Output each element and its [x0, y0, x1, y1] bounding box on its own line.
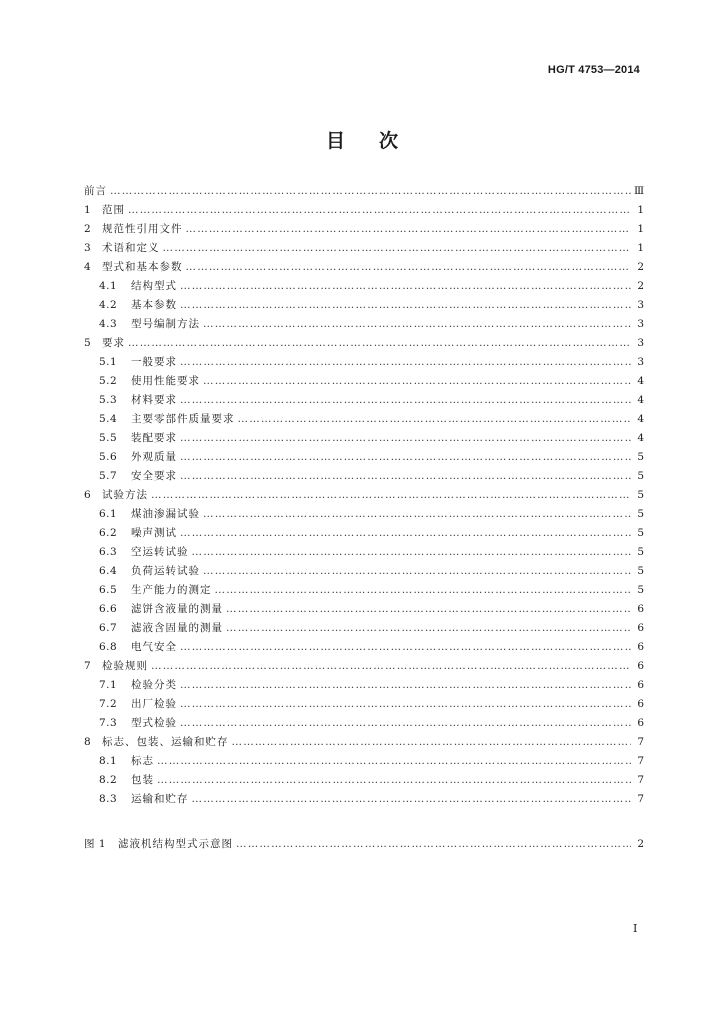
dot-leader — [180, 356, 631, 368]
toc-entry-title: 生产能力的测定 — [131, 584, 212, 596]
toc-entry[interactable] — [84, 836, 644, 855]
toc-entry-number: 7 — [84, 660, 92, 672]
toc-entry-page: 6 — [637, 698, 644, 710]
toc-entry-number: 6.8 — [99, 641, 118, 653]
toc-entry-number: 4 — [84, 261, 92, 273]
dot-leader — [192, 546, 632, 558]
toc-entry[interactable] — [84, 582, 644, 601]
toc-entry-number: 5.7 — [99, 470, 118, 482]
toc-entry[interactable] — [84, 240, 644, 259]
toc-entry-number: 图 1 — [84, 838, 107, 850]
toc-entry[interactable] — [84, 468, 644, 487]
dot-leader — [110, 185, 631, 197]
toc-entry-number: 8.1 — [99, 755, 118, 767]
toc-entry-number: 4.2 — [99, 299, 118, 311]
toc-entry[interactable] — [84, 791, 644, 810]
toc-entry[interactable] — [84, 449, 644, 468]
dot-leader — [180, 299, 631, 311]
toc-entry-page: 5 — [637, 508, 644, 520]
toc-entry[interactable] — [84, 620, 644, 639]
toc-entry-title: 标志、包装、运输和贮存 — [102, 736, 229, 748]
toc-entry-title: 出厂检验 — [131, 698, 177, 710]
toc-entry-title: 滤饼含液量的测量 — [131, 603, 223, 615]
toc-entry-title: 运输和贮存 — [131, 793, 189, 805]
toc-entry-page: Ⅲ — [634, 185, 645, 197]
toc-entry[interactable] — [84, 658, 644, 677]
toc-entry-title: 要求 — [102, 337, 125, 349]
dot-leader — [238, 413, 632, 425]
toc-entry-page: 7 — [637, 793, 644, 805]
toc-entry[interactable] — [84, 297, 644, 316]
toc-entry[interactable] — [84, 278, 644, 297]
toc-entry-number: 8.3 — [99, 793, 118, 805]
toc-entry-page: 3 — [637, 318, 644, 330]
toc-entry-title: 空运转试验 — [131, 546, 189, 558]
toc-entry-page: 5 — [637, 451, 644, 463]
toc-entry-number: 6.5 — [99, 584, 118, 596]
toc-entry-title: 装配要求 — [131, 432, 177, 444]
dot-leader — [226, 603, 631, 615]
dot-leader — [180, 280, 631, 292]
toc-entry-number: 6.1 — [99, 508, 118, 520]
toc-entry-number: 7.1 — [99, 679, 118, 691]
dot-leader — [180, 527, 631, 539]
toc-entry-page: 3 — [637, 337, 644, 349]
toc-entry[interactable] — [84, 696, 644, 715]
toc-entry-title: 型号编制方法 — [131, 318, 200, 330]
toc-entry-title: 规范性引用文件 — [102, 223, 183, 235]
toc-entry[interactable] — [84, 544, 644, 563]
toc-entry-page: 1 — [637, 204, 644, 216]
dot-leader — [203, 318, 631, 330]
toc-entry[interactable] — [84, 563, 644, 582]
toc-entry-page: 4 — [637, 375, 644, 387]
dot-leader — [163, 242, 632, 254]
dot-leader — [151, 489, 631, 501]
toc-entry-title: 噪声测试 — [131, 527, 177, 539]
toc-entry-number: 5 — [84, 337, 92, 349]
dot-leader — [128, 337, 631, 349]
toc-entry[interactable] — [84, 259, 644, 278]
toc-entry-page: 7 — [637, 774, 644, 786]
toc-entry-number: 7.2 — [99, 698, 118, 710]
dot-leader — [203, 508, 631, 520]
toc-entry-page: 6 — [637, 603, 644, 615]
toc-entry-title: 标志 — [131, 755, 154, 767]
toc-entry[interactable] — [84, 506, 644, 525]
toc-entry-title: 试验方法 — [102, 489, 148, 501]
toc-entry-page: 1 — [637, 223, 644, 235]
page-number: Ⅰ — [633, 922, 638, 935]
toc-entry-page: 3 — [637, 299, 644, 311]
toc-entry[interactable] — [84, 373, 644, 392]
toc-entry-page: 6 — [637, 641, 644, 653]
toc-entry-page: 6 — [637, 679, 644, 691]
title-part-2: 次 — [379, 130, 399, 152]
toc-entry-number: 4.3 — [99, 318, 118, 330]
toc-entry[interactable] — [84, 639, 644, 658]
toc-entry[interactable] — [84, 525, 644, 544]
toc-entry-title: 电气安全 — [131, 641, 177, 653]
toc-entry-page: 6 — [637, 622, 644, 634]
toc-entry-title: 范围 — [102, 204, 125, 216]
toc-entry-number: 5.6 — [99, 451, 118, 463]
toc-entry-title: 基本参数 — [131, 299, 177, 311]
toc-entry[interactable] — [84, 677, 644, 696]
dot-leader — [157, 755, 631, 767]
dot-leader — [180, 394, 631, 406]
page-title — [0, 126, 724, 153]
toc-entry-title: 滤液含固量的测量 — [131, 622, 223, 634]
toc-entry[interactable] — [84, 183, 644, 202]
dot-leader — [180, 717, 631, 729]
toc-entry[interactable] — [84, 715, 644, 734]
toc-entry-title: 煤油渗漏试验 — [131, 508, 200, 520]
toc-entry-title: 主要零部件质量要求 — [131, 413, 235, 425]
toc-entry-page: 5 — [637, 546, 644, 558]
toc-entry-title: 术语和定义 — [102, 242, 160, 254]
toc-entry-title: 材料要求 — [131, 394, 177, 406]
dot-leader — [215, 584, 632, 596]
toc-entry-title: 型式和基本参数 — [102, 261, 183, 273]
dot-leader — [203, 565, 631, 577]
toc-entry-page: 2 — [637, 261, 644, 273]
dot-leader — [186, 223, 632, 235]
toc-entry-title: 滤液机结构型式示意图 — [118, 838, 233, 850]
toc-entry[interactable] — [84, 411, 644, 430]
toc-entry-page: 4 — [637, 432, 644, 444]
toc-entry-title: 型式检验 — [131, 717, 177, 729]
toc-entry[interactable] — [84, 392, 644, 411]
dot-leader — [180, 432, 631, 444]
toc-entry-number: 1 — [84, 204, 92, 216]
toc-entry-title: 外观质量 — [131, 451, 177, 463]
toc-entry-page: 4 — [637, 413, 644, 425]
toc-entry[interactable] — [84, 487, 644, 506]
toc-entry[interactable] — [84, 221, 644, 240]
toc-entry-title: 使用性能要求 — [131, 375, 200, 387]
toc-entry-page: 2 — [637, 280, 644, 292]
toc-entry-page: 4 — [637, 394, 644, 406]
dot-leader — [180, 679, 631, 691]
toc-entry-page: 5 — [637, 565, 644, 577]
toc-entry-number: 2 — [84, 223, 92, 235]
toc-entry-number: 5.1 — [99, 356, 118, 368]
table-of-contents — [84, 183, 644, 855]
toc-entry-page: 7 — [637, 736, 644, 748]
toc-entry-page: 5 — [637, 584, 644, 596]
dot-leader — [186, 261, 632, 273]
dot-leader — [203, 375, 631, 387]
dot-leader — [151, 660, 631, 672]
toc-entry-number: 5.4 — [99, 413, 118, 425]
title-part-1: 目 — [325, 130, 345, 152]
toc-entry-title: 负荷运转试验 — [131, 565, 200, 577]
toc-entry-page: 5 — [637, 489, 644, 501]
toc-entry-number: 6.4 — [99, 565, 118, 577]
toc-entry-number: 6.6 — [99, 603, 118, 615]
toc-entry[interactable] — [84, 430, 644, 449]
toc-entry-title: 包装 — [131, 774, 154, 786]
toc-entry-number: 6 — [84, 489, 92, 501]
dot-leader — [180, 451, 631, 463]
toc-entry-number: 3 — [84, 242, 92, 254]
toc-entry-number: 6.3 — [99, 546, 118, 558]
dot-leader — [180, 698, 631, 710]
toc-entry-title: 检验分类 — [131, 679, 177, 691]
toc-entry-page: 7 — [637, 755, 644, 767]
toc-entry[interactable] — [84, 316, 644, 335]
toc-entry-page: 6 — [637, 660, 644, 672]
dot-leader — [157, 774, 631, 786]
toc-entry-number: 4.1 — [99, 280, 118, 292]
toc-entry-number: 8 — [84, 736, 92, 748]
dot-leader — [128, 204, 631, 216]
toc-entry-number: 5.3 — [99, 394, 118, 406]
toc-entry[interactable] — [84, 772, 644, 791]
toc-entry-title: 前言 — [84, 185, 107, 197]
toc-entry-title: 一般要求 — [131, 356, 177, 368]
toc-entry-page: 3 — [637, 356, 644, 368]
toc-entry-page: 5 — [637, 470, 644, 482]
toc-entry-page: 2 — [637, 838, 644, 850]
toc-entry[interactable] — [84, 335, 644, 354]
toc-entry-number: 7.3 — [99, 717, 118, 729]
dot-leader — [232, 736, 632, 748]
standard-code: HG/T 4753—2014 — [547, 64, 640, 76]
dot-leader — [236, 838, 631, 850]
toc-entry-number: 5.5 — [99, 432, 118, 444]
toc-entry-number: 6.7 — [99, 622, 118, 634]
toc-entry-number: 6.2 — [99, 527, 118, 539]
dot-leader — [180, 470, 631, 482]
toc-entry-page: 5 — [637, 527, 644, 539]
toc-entry-page: 6 — [637, 717, 644, 729]
toc-entry[interactable] — [84, 202, 644, 221]
toc-entry-number: 8.2 — [99, 774, 118, 786]
toc-entry-page: 1 — [637, 242, 644, 254]
toc-entry-title: 检验规则 — [102, 660, 148, 672]
toc-entry[interactable] — [84, 753, 644, 772]
dot-leader — [226, 622, 631, 634]
toc-entry[interactable] — [84, 354, 644, 373]
toc-entry-title: 结构型式 — [131, 280, 177, 292]
toc-entry-number: 5.2 — [99, 375, 118, 387]
toc-entry[interactable] — [84, 601, 644, 620]
toc-entry-title: 安全要求 — [131, 470, 177, 482]
toc-entry[interactable] — [84, 734, 644, 753]
dot-leader — [192, 793, 632, 805]
dot-leader — [180, 641, 631, 653]
